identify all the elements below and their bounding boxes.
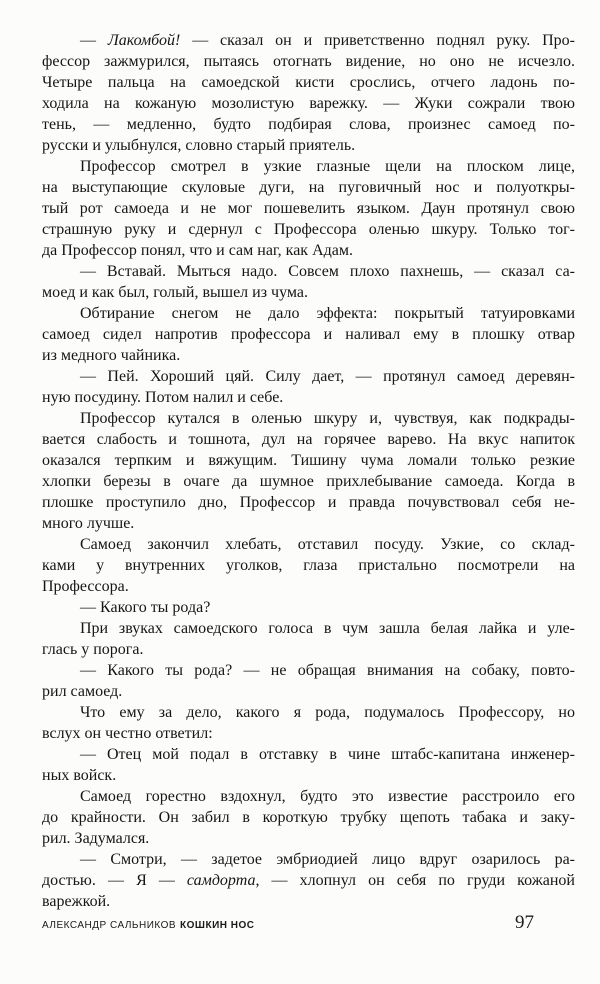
text-line: хлопки березы в очаге да шумное прихлебывание самоеда. Когда в [42, 473, 575, 490]
page-text [42, 30, 575, 912]
text-line: из медного чайника. [42, 347, 181, 364]
running-footer [42, 912, 534, 934]
text-line: Самоед закончил хлебать, отставил посуду. Узкие, со склад- [80, 536, 575, 553]
page-number: 97 [515, 912, 534, 933]
footer-left [42, 920, 255, 931]
footer-book-title: КОШКИН НОС [180, 920, 255, 931]
text-line: до крайности. Он забил в короткую трубку щепоть табака и заку- [42, 809, 575, 826]
text-line: Четыре пальца на самоедской кисти срослись, отчего ладонь по- [42, 74, 575, 91]
text-line: Профессор кутался в оленью шкуру и, чувствуя, как подкрады- [80, 410, 575, 427]
text-line: много лучше. [42, 515, 135, 532]
text-line: — Лакомбой! — сказал он и приветственно поднял руку. Про- [80, 32, 575, 49]
text-line: тый рот самоеда и не мог пошевелить языком. Даун протянул свою [42, 200, 575, 217]
text-line: Самоед горестно вздохнул, будто это известие расстроило его [80, 788, 575, 805]
text-line: ных войск. [42, 767, 117, 784]
text-line: тень, — медленно, будто подбирая слова, произнес самоед по- [42, 116, 575, 133]
text-line: фессор зажмурился, пытаясь отогнать видение, но оно не исчезло. [42, 53, 575, 70]
text-line: ками у внутренних уголков, глаза пристально посмотрели на [42, 557, 575, 574]
text-line: страшную руку и сдернул с Профессора оленью шкуру. Только тог- [42, 221, 575, 238]
text-line: — Отец мой подал в отставку в чине штабс-капитана инженер- [80, 746, 575, 763]
text-line: да Профессор понял, что и сам наг, как Адам. [42, 242, 353, 259]
text-line: Что ему за дело, какого я рода, подумалось Профессору, но [80, 704, 575, 721]
text-line: Обтирание снегом не дало эффекта: покрытый татуировками [80, 305, 575, 322]
text-line: глась у порога. [42, 641, 144, 658]
footer-author: АЛЕКСАНДР САЛЬНИКОВ [42, 920, 177, 931]
text-line: самоед сидел напротив профессора и наливал ему в плошку отвар [42, 326, 575, 343]
text-line: русски и улыбнулся, словно старый приятель. [42, 137, 356, 154]
text-line: ходила на кожаную мозолистую варежку. — Жуки сожрали твою [42, 95, 575, 112]
text-line: При звуках самоедского голоса в чум зашла белая лайка и уле- [80, 620, 575, 637]
text-line: — Какого ты рода? [80, 599, 211, 616]
text-line: рил. Задумался. [42, 830, 150, 847]
text-line: Профессор смотрел в узкие глазные щели на плоском лице, [80, 158, 575, 175]
text-line: Профессора. [42, 578, 129, 595]
text-line: плошке проступило дно, Профессор и правда почувствовал себя не- [42, 494, 575, 511]
text-line: — Смотри, — задетое эмбриодией лицо вдруг озарилось ра- [80, 851, 575, 868]
text-line: вается слабость и тошнота, дул на горячее варево. На вкус напиток [42, 431, 575, 448]
text-line: достью. — Я — самдорта, — хлопнул он себя по груди кожаной [42, 872, 575, 889]
text-line: оказался терпким и вяжущим. Тишину чума ломали только резкие [42, 452, 575, 469]
text-line: — Вставай. Мыться надо. Совсем плохо пахнешь, — сказал са- [80, 263, 575, 280]
text-line: — Какого ты рода? — не обращая внимания на собаку, повто- [80, 662, 575, 679]
text-line: варежкой. [42, 893, 111, 910]
text-line: ную посудину. Потом налил и себе. [42, 389, 284, 406]
text-line: вслух он честно ответил: [42, 725, 213, 742]
text-line: — Пей. Хороший цяй. Силу дает, — протянул самоед деревян- [80, 368, 575, 385]
text-line: моед и как был, голый, вышел из чума. [42, 284, 308, 301]
text-line: рил самоед. [42, 683, 123, 700]
text-line: на выступающие скуловые дуги, на пуговичный нос и полуоткры- [42, 179, 575, 196]
